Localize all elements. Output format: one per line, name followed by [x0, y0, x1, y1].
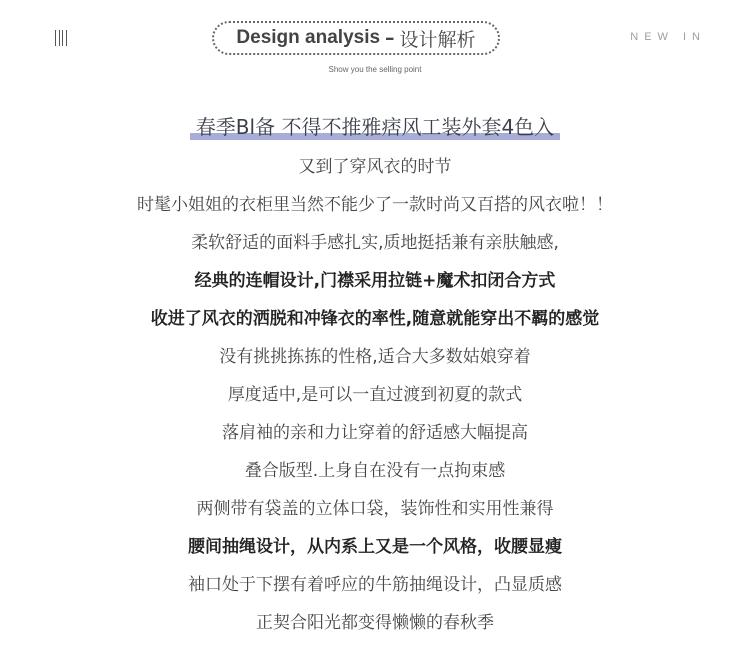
description-line: 收进了风衣的洒脱和冲锋衣的率性,随意就能穿出不羁的感觉 [150, 309, 600, 329]
section-title-badge [212, 21, 500, 55]
description-line: 没有挑挑拣拣的性格,适合大多数姑娘穿着 [219, 347, 531, 367]
description-line: 厚度适中,是可以一直过渡到初夏的款式 [227, 385, 523, 405]
section-subtitle: Show you the selling point [328, 65, 422, 74]
section-title-separator: – [385, 27, 395, 49]
menu-lines-icon[interactable] [55, 30, 67, 46]
new-in-label: NEW IN [630, 31, 706, 43]
section-title-cn: 设计解析 [399, 28, 476, 51]
description-line: 落肩袖的亲和力让穿着的舒适感大幅提高 [222, 423, 528, 443]
description-line: 柔软舒适的面料手感扎实,质地挺括兼有亲肤触感, [191, 233, 559, 253]
description-line: 时髦小姐姐的衣柜里当然不能少了一款时尚又百搭的风衣啦！！ [137, 195, 613, 215]
description-line: 两侧带有袋盖的立体口袋，装饰性和实用性兼得 [196, 499, 554, 519]
description-line: 正契合阳光都变得懒懒的春秋季 [256, 613, 494, 633]
description-line: 叠合版型.上身自在没有一点拘束感 [244, 461, 506, 481]
description-line: 又到了穿风衣的时节 [298, 157, 452, 177]
description-line: 腰间抽绳设计，从内系上又是一个风格，收腰显瘦 [188, 537, 562, 557]
section-title-en: Design analysis [236, 27, 381, 48]
description-lines [0, 154, 750, 648]
product-headline: 春季Bl备 不得不推雅痞风工装外套4色入 [192, 111, 558, 140]
headline-container [0, 111, 750, 140]
description-line: 经典的连帽设计,门襟采用拉链+魔术扣闭合方式 [194, 271, 556, 291]
description-line: 袖口处于下摆有着呼应的牛筋抽绳设计，凸显质感 [188, 575, 562, 595]
